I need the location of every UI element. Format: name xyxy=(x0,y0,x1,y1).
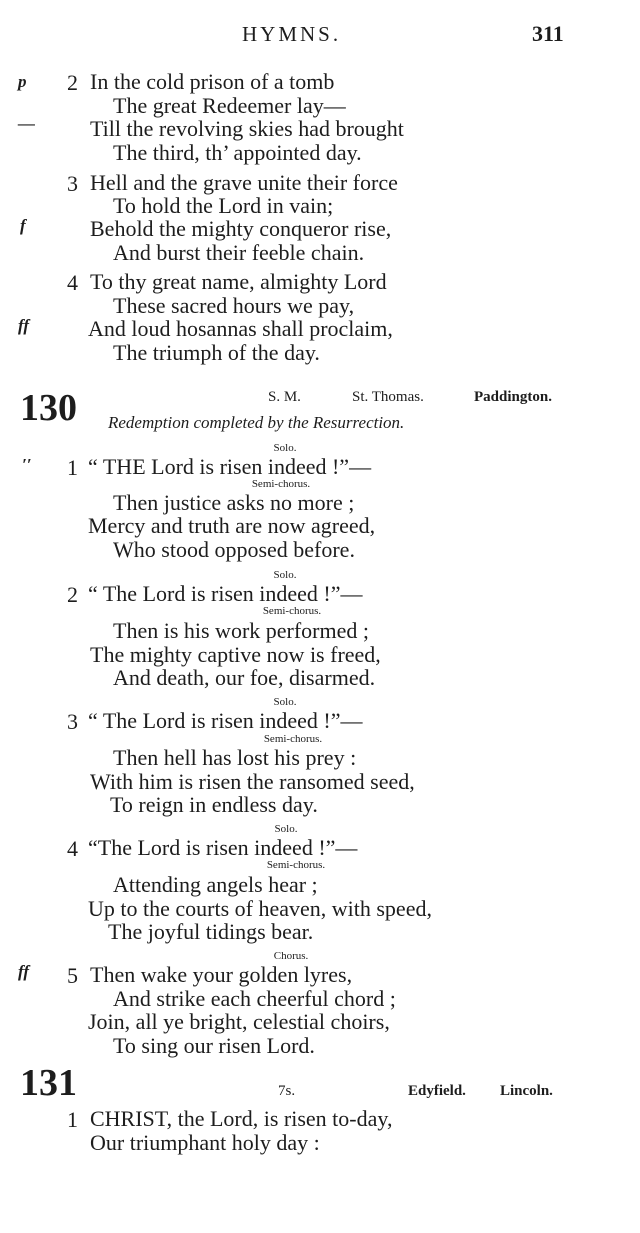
verse-line: The third, th’ appointed day. xyxy=(113,140,362,165)
dynamic-mark-double-prime: ′′ xyxy=(22,455,32,474)
verse-number: 3 xyxy=(67,171,78,196)
verse-line: To thy great name, almighty Lord xyxy=(90,269,387,294)
verse-number: 3 xyxy=(67,709,78,734)
verse-line: With him is risen the ransomed seed, xyxy=(90,769,415,794)
voice-cue: Semi-chorus. xyxy=(266,859,326,871)
verse-line: In the cold prison of a tomb xyxy=(90,69,335,94)
dynamic-mark-ff: ff xyxy=(18,962,30,981)
verse-line: And loud hosannas shall proclaim, xyxy=(88,316,393,341)
verse-line: To sing our risen Lord. xyxy=(113,1033,315,1058)
verse-line: Then is his work performed ; xyxy=(113,618,369,643)
verse-line: Then hell has lost his prey : xyxy=(113,745,357,770)
voice-cue: Semi-chorus. xyxy=(263,733,323,745)
tune-name: St. Thomas. xyxy=(352,389,424,405)
verse-line: Till the revolving skies had brought xyxy=(90,116,404,141)
dynamic-mark-dash: — xyxy=(18,114,35,133)
verse-line: Mercy and truth are now agreed, xyxy=(88,513,376,538)
verse-number: 2 xyxy=(67,70,78,95)
hymn-meter: S. M. xyxy=(268,389,301,405)
voice-cue: Semi-chorus. xyxy=(262,605,322,617)
verse-line: And death, our foe, disarmed. xyxy=(113,665,376,690)
verse-number: 1 xyxy=(67,455,78,480)
verse-number: 4 xyxy=(67,270,78,295)
verse-line: “ THE Lord is risen indeed !”— xyxy=(88,454,372,479)
voice-cue: Solo. xyxy=(273,569,297,581)
hymn-meter: 7s. xyxy=(278,1083,296,1099)
verse-line: “ The Lord is risen indeed !”— xyxy=(88,708,363,733)
verse-line: Who stood opposed before. xyxy=(113,537,355,562)
verse-line: Join, all ye bright, celestial choirs, xyxy=(88,1009,390,1034)
verse-line: Hell and the grave unite their force xyxy=(90,170,398,195)
verse-line: Behold the mighty conqueror rise, xyxy=(90,216,392,241)
verse-line: “ The Lord is risen indeed !”— xyxy=(88,581,363,606)
verse-line: The triumph of the day. xyxy=(113,340,320,365)
voice-cue: Chorus. xyxy=(273,950,309,962)
verse-line: “The Lord is risen indeed !”— xyxy=(88,835,358,860)
verse-line: And burst their feeble chain. xyxy=(113,240,365,265)
verse-line: To hold the Lord in vain; xyxy=(113,193,334,218)
voice-cue: Solo. xyxy=(273,442,297,454)
verse-line: Then justice asks no more ; xyxy=(113,490,355,515)
verse-line: Then wake your golden lyres, xyxy=(90,962,353,987)
dynamic-mark-p: p xyxy=(18,72,27,91)
dynamic-mark-ff: ff xyxy=(18,316,30,335)
verse-line: The joyful tidings bear. xyxy=(108,919,314,944)
verse-number: 5 xyxy=(67,963,78,988)
running-title: HYMNS. xyxy=(242,22,342,46)
tune-name: Paddington. xyxy=(474,389,552,405)
verse-line: Our triumphant holy day : xyxy=(90,1130,320,1155)
verse-number: 2 xyxy=(67,582,78,607)
tune-name: Lincoln. xyxy=(500,1083,553,1099)
hymn-number: 130 xyxy=(20,387,77,429)
verse-line: And strike each cheerful chord ; xyxy=(113,986,396,1011)
page-number: 311 xyxy=(532,21,564,46)
verse-number: 1 xyxy=(67,1107,78,1132)
verse-line: The great Redeemer lay— xyxy=(113,93,346,118)
tune-name: Edyfield. xyxy=(408,1083,466,1099)
verse-line: CHRIST, the Lord, is risen to-day, xyxy=(90,1106,393,1131)
hymn-title: Redemption completed by the Resurrection. xyxy=(108,413,405,432)
verse-number: 4 xyxy=(67,836,78,861)
voice-cue: Solo. xyxy=(274,823,298,835)
dynamic-mark-f: f xyxy=(20,216,26,235)
verse-line: The mighty captive now is freed, xyxy=(90,642,381,667)
verse-line: These sacred hours we pay, xyxy=(113,293,355,318)
voice-cue: Semi-chorus. xyxy=(251,478,311,490)
hymn-number: 131 xyxy=(20,1062,77,1104)
verse-line: Up to the courts of heaven, with speed, xyxy=(88,896,432,921)
verse-line: Attending angels hear ; xyxy=(113,872,318,897)
voice-cue: Solo. xyxy=(273,696,297,708)
verse-line: To reign in endless day. xyxy=(110,792,318,817)
